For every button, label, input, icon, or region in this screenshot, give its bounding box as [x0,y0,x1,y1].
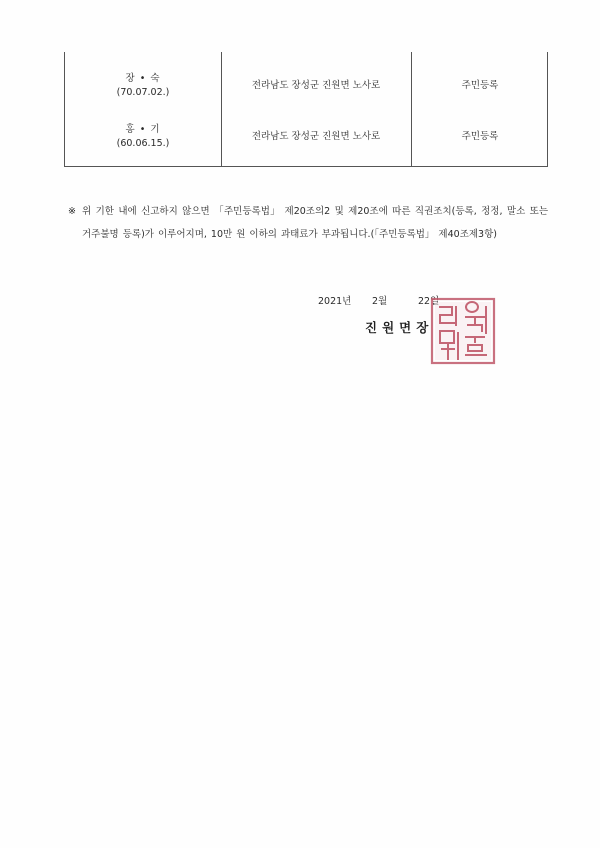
date-month: 2월 [372,296,388,307]
registration-type-cell: 주민등록 [461,131,499,142]
table-row [65,63,549,109]
address-cell: 전라남도 장성군 진원면 노사로 [251,80,381,91]
penalty-notice [68,200,548,246]
reference-mark: ※ [68,206,76,217]
name-cell [65,114,221,160]
records-table [64,52,548,167]
table-row [65,114,549,160]
person-name: 홍 • 기 [125,124,161,135]
notice-text: 위 기한 내에 신고하지 않으면 「주민등록법」 제20조의2 및 제20조에 따른 직권조치(등록, 정정, 말소 또는 거주불명 등록)가 이루어지며, 10만 원 이하의 과태료가 부과됩니다.(「주민등록법」 제40조제3항) [82,206,548,240]
name-cell [65,63,221,109]
issuer-title: 진원면장 [365,320,434,335]
birth-date: (60.06.15.) [116,138,170,149]
official-seal-icon [430,297,496,365]
date-day: 22일 [418,296,440,307]
address-cell: 전라남도 장성군 진원면 노사로 [251,131,381,142]
birth-date: (70.07.02.) [116,87,170,98]
registration-type-cell: 주민등록 [461,80,499,91]
date-year: 2021년 [318,296,352,307]
person-name: 장 • 숙 [125,73,161,84]
